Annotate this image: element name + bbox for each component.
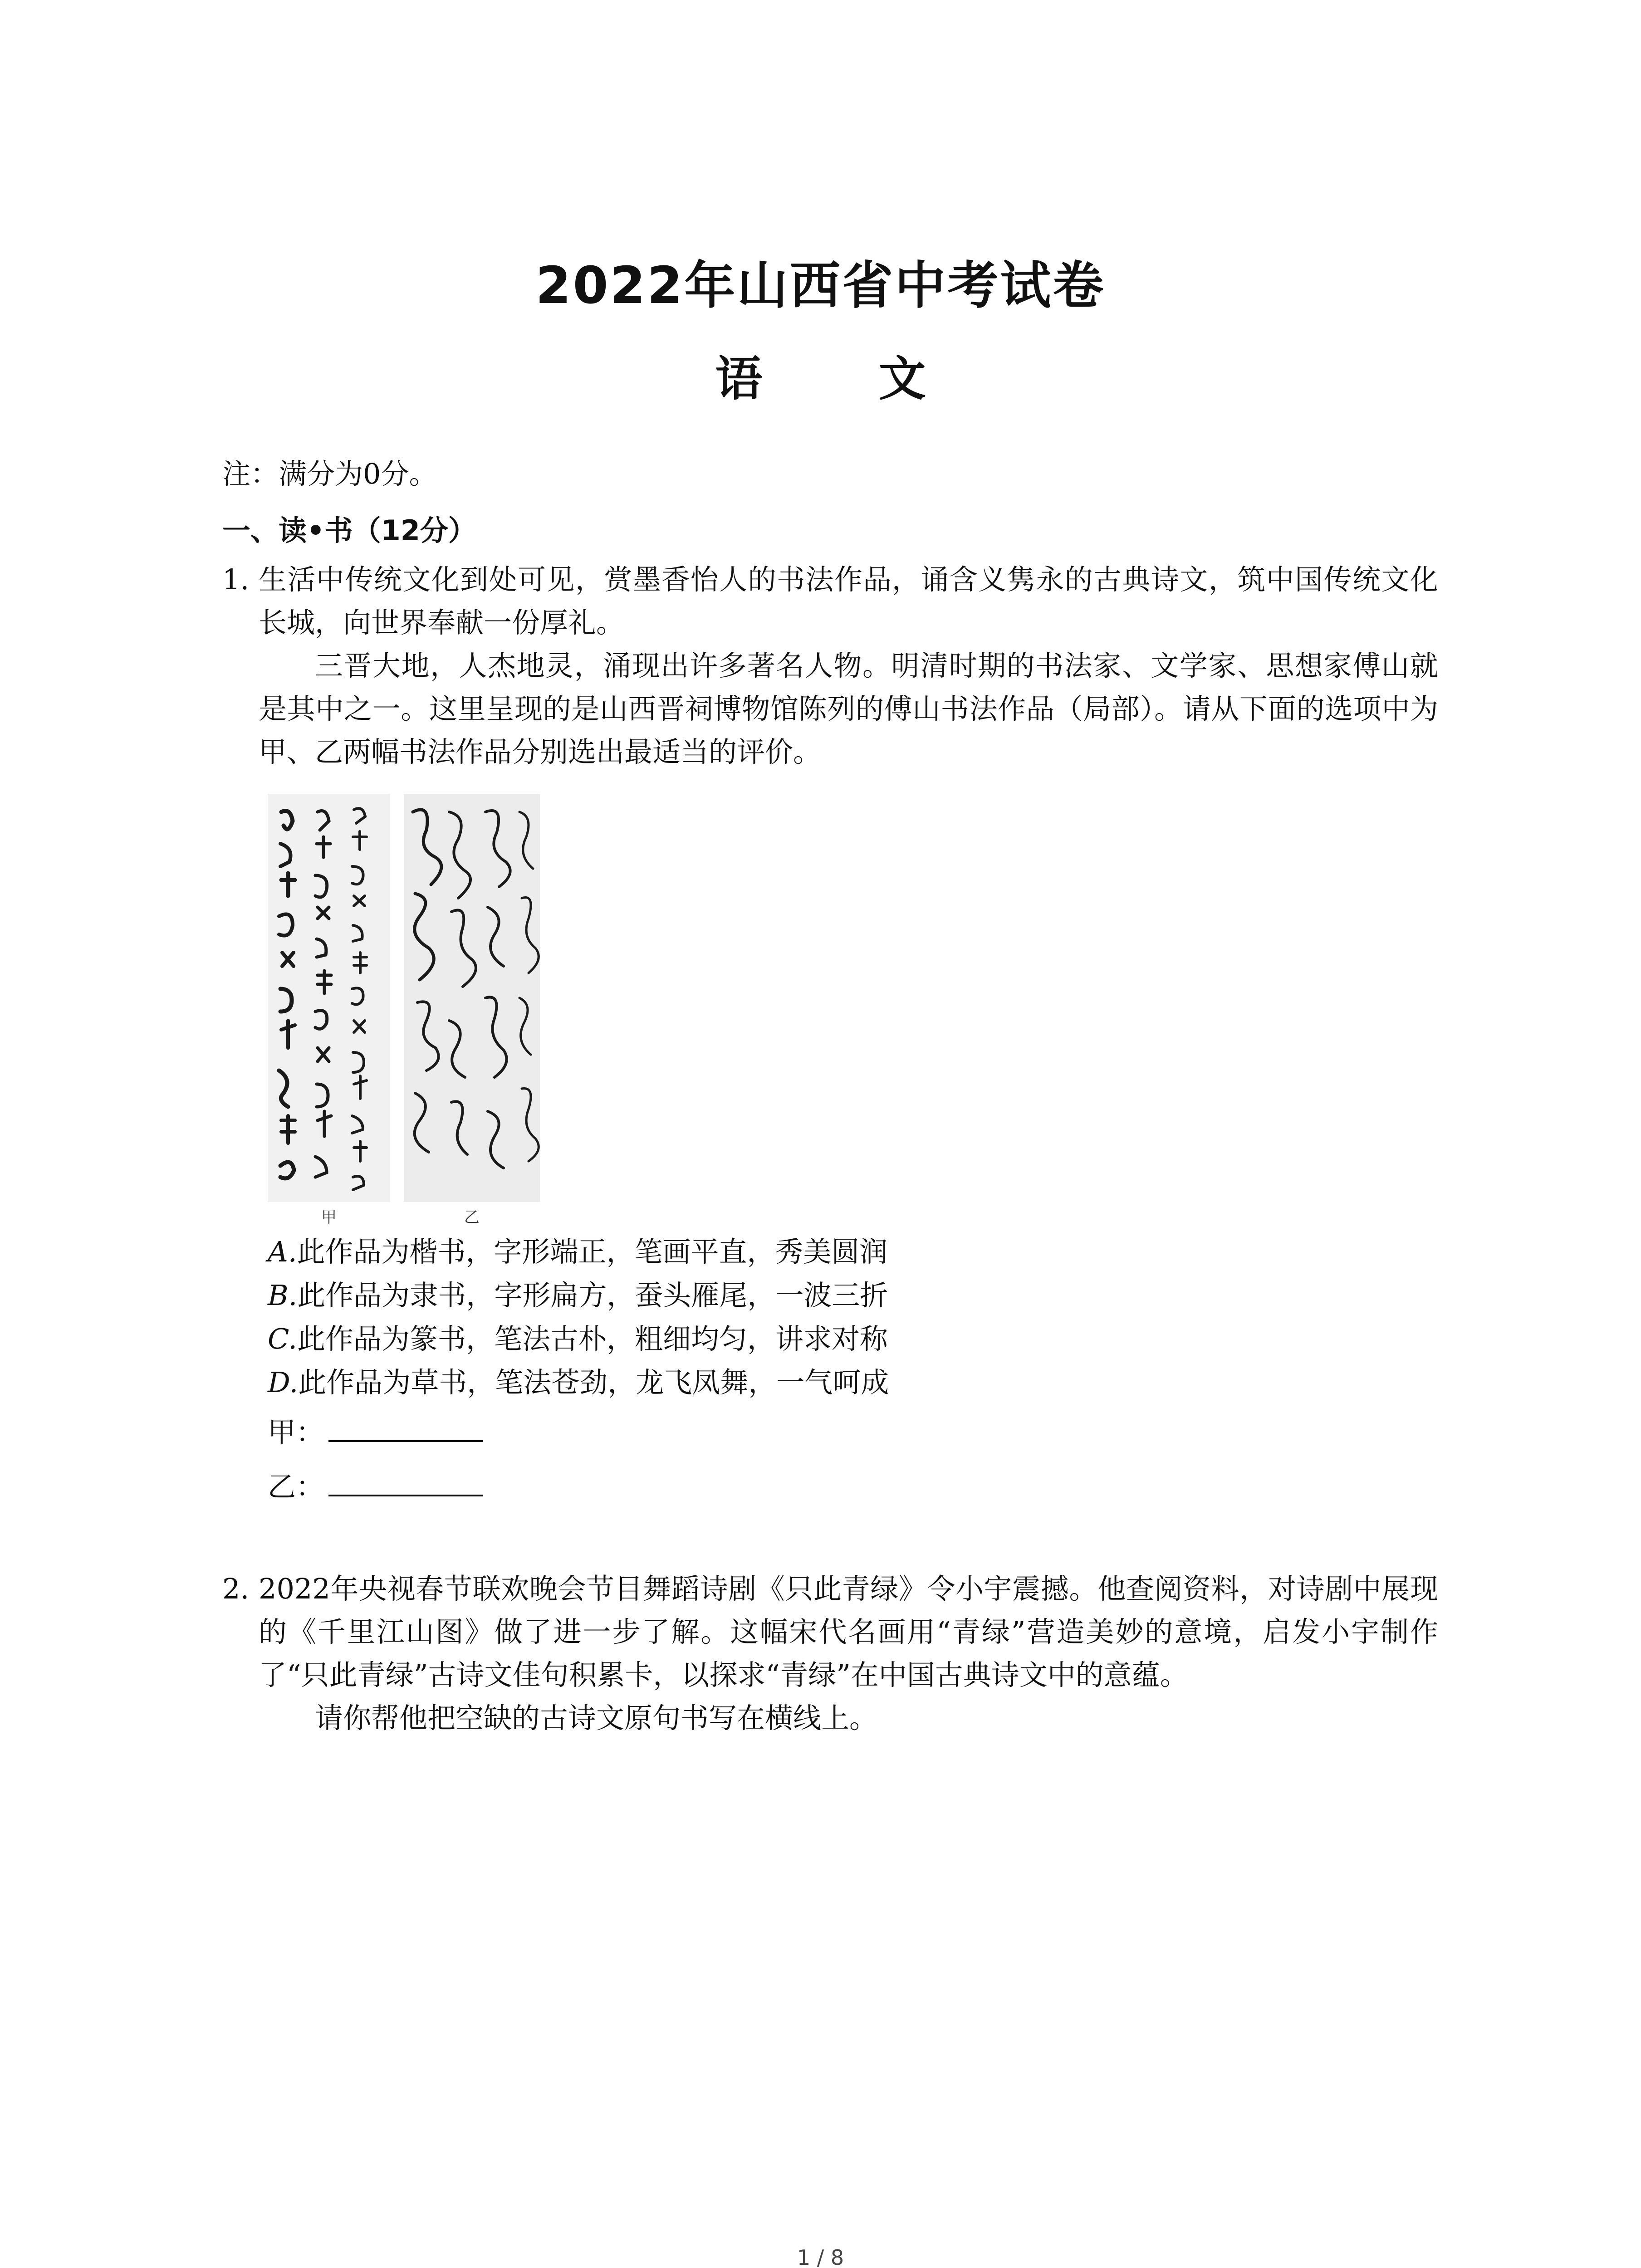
score-note: 注：满分为0分。 <box>222 457 437 490</box>
option-d <box>268 1361 889 1404</box>
page-number: 1 / 8 <box>797 2245 844 2268</box>
question-intro: 生活中传统文化到处可见，赏墨香怡人的书法作品，诵含义隽永的古典诗文，筑中国传统文化长城，向世界奉献一份厚礼。 <box>259 563 1438 639</box>
calligraphy-label-jia: 甲 <box>321 1208 337 1227</box>
option-letter: C. <box>268 1322 297 1355</box>
option-text: 此作品为篆书，笔法古朴，粗细均匀，讲求对称 <box>297 1322 888 1355</box>
question-paragraph: 请你帮他把空缺的古诗文原句书写在横线上。 <box>315 1701 878 1735</box>
option-text: 此作品为隶书，字形扁方，蚕头雁尾，一波三折 <box>297 1279 888 1312</box>
option-letter: D. <box>268 1366 299 1399</box>
calligraphy-jia-panel <box>268 794 390 1202</box>
option-text: 此作品为楷书，字形端正，笔画平直，秀美圆润 <box>297 1235 888 1268</box>
answer-label: 乙： <box>268 1470 324 1503</box>
question-1 <box>222 558 1438 773</box>
calligraphy-yi-panel <box>404 794 540 1202</box>
section-heading: 一、读•书（12分） <box>222 514 476 547</box>
option-letter: A. <box>268 1235 297 1268</box>
calligraphy-image <box>268 794 540 1229</box>
question-paragraph: 三晋大地，人杰地灵，涌现出许多著名人物。明清时期的书法家、文学家、思想家傅山就是其中之一。这里呈现的是山西晋祠博物馆陈列的傅山书法作品（局部）。请从下面的选项中为甲、乙两幅书法作品分别选出最适当的评价。 <box>259 649 1438 768</box>
question-number: 1. <box>222 563 250 596</box>
option-c <box>268 1317 888 1360</box>
option-letter: B. <box>268 1279 298 1312</box>
question-intro: 2022年央视春节联欢晚会节目舞蹈诗剧《只此青绿》令小宇震撼。他查阅资料，对诗剧中展现的《千里江山图》做了进一步了解。这幅宋代名画用“青绿”营造美妙的意境，启发小宇制作了“只此青绿”古诗文佳句积累卡，以探求“青绿”在中国古典诗文中的意蕴。 <box>259 1572 1438 1691</box>
option-text: 此作品为草书，笔法苍劲，龙飞凤舞，一气呵成 <box>298 1366 889 1399</box>
answer-jia <box>268 1411 483 1454</box>
answer-blank-yi[interactable] <box>328 1467 483 1496</box>
option-b <box>268 1274 888 1317</box>
subject-title: 语 文 <box>715 351 976 406</box>
answer-label: 甲： <box>268 1416 324 1449</box>
question-2 <box>222 1567 1438 1740</box>
answer-yi <box>268 1465 483 1508</box>
calligraphy-label-yi: 乙 <box>464 1208 480 1227</box>
question-number: 2. <box>222 1572 250 1605</box>
exam-title: 2022年山西省中考试卷 <box>535 256 1106 315</box>
answer-blank-jia[interactable] <box>328 1413 483 1442</box>
option-a <box>268 1230 888 1273</box>
